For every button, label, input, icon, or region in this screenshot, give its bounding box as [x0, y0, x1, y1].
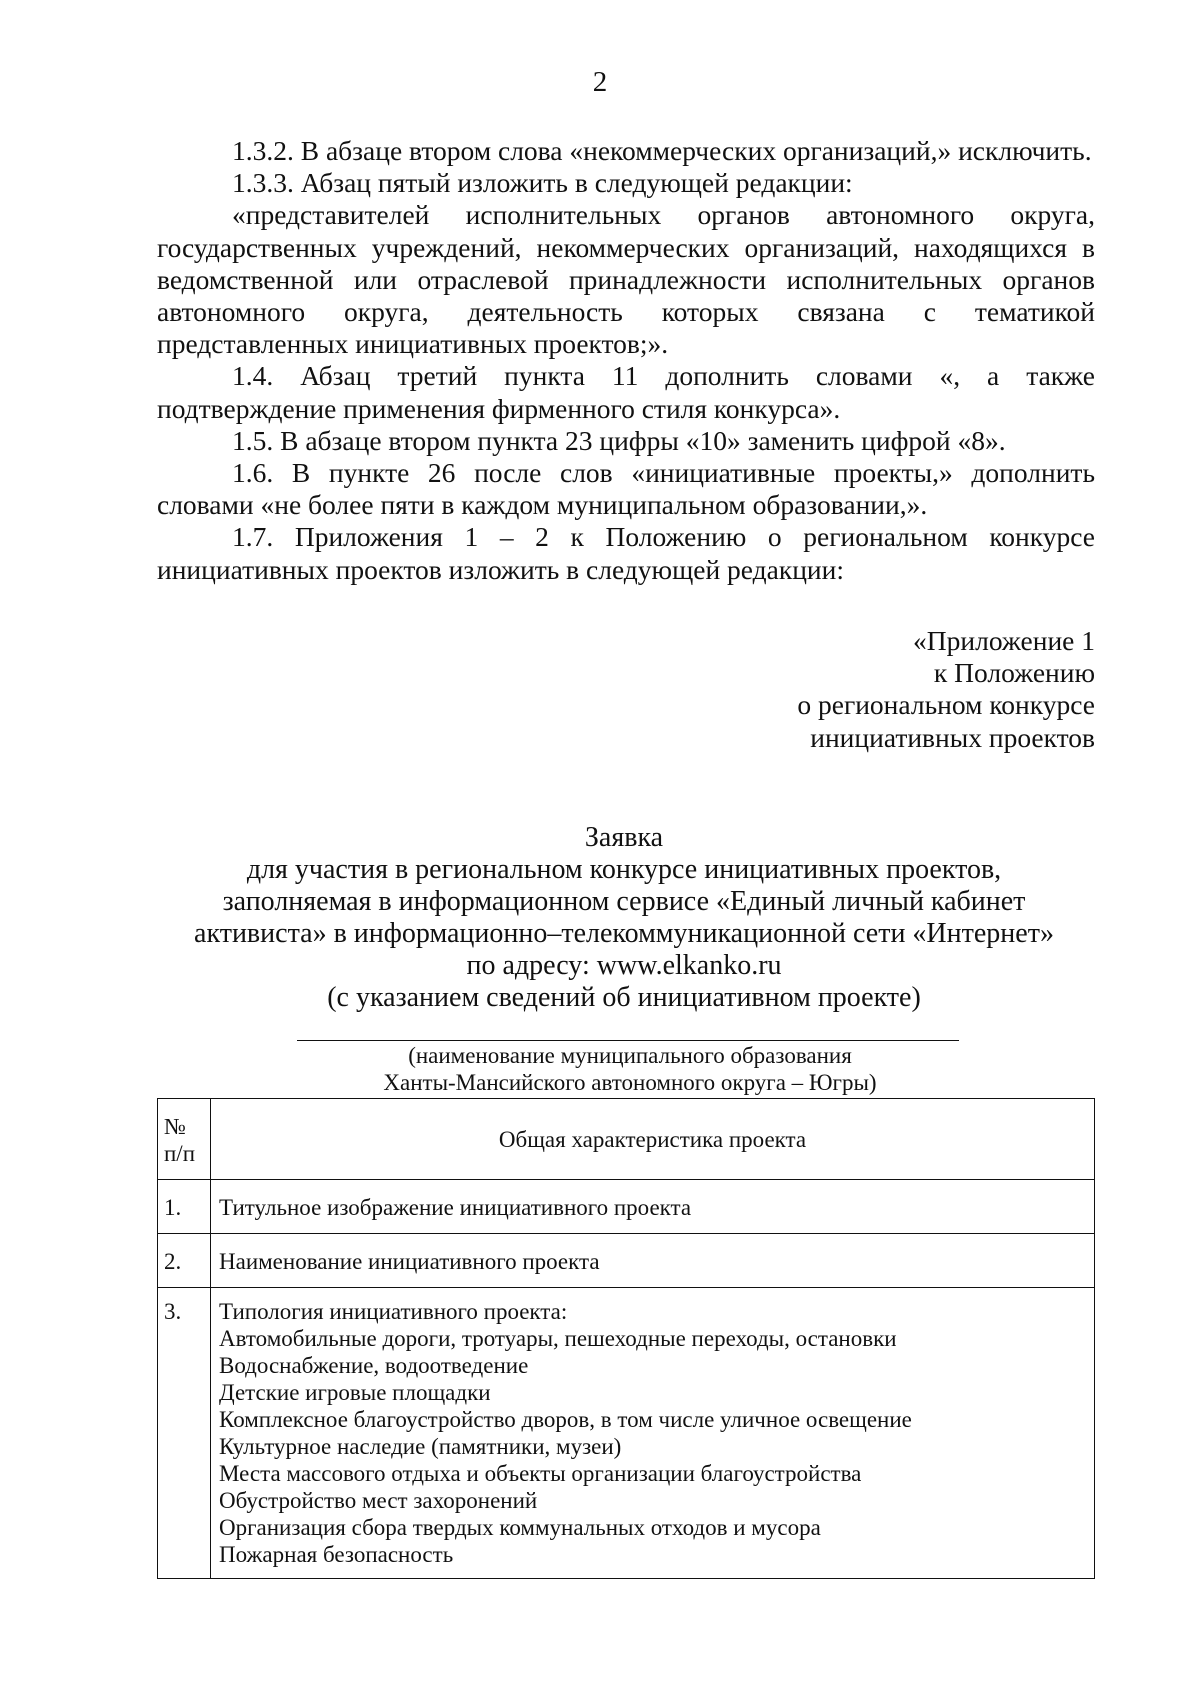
paragraph-1-3-2: 1.3.2. В абзаце втором слова «некоммерческих организаций,» исключить.: [232, 135, 1092, 166]
appendix-line: к Положению: [933, 657, 1095, 689]
row-number: 2.: [158, 1234, 211, 1288]
paragraph-quote: «представителей исполнительных органов автономного округа, государственных учреждений, некоммерческих организаций, находящихся в ведомственной или отраслевой принадлежности исполнительных органов автономного округа, деятельность которых связана с тематикой представленных инициативных проектов;».: [157, 199, 1095, 360]
header-title-cell: Общая характеристика проекта: [211, 1099, 1095, 1180]
header-number-abbr: п/п: [164, 1141, 196, 1166]
project-characteristics-table: [157, 1098, 1095, 1579]
application-subtitle-line: для участия в региональном конкурсе инициативных проектов,: [246, 854, 1002, 885]
table-row: [158, 1234, 1095, 1288]
list-item: Обустройство мест захоронений: [219, 1488, 538, 1513]
paragraph-1-4: 1.4. Абзац третий пункта 11 дополнить словами «, а также подтверждение применения фирменного стиля конкурса».: [157, 360, 1095, 424]
header-number-symbol: №: [164, 1114, 186, 1139]
application-title-block: [150, 822, 1098, 1014]
typology-list: [219, 1325, 1086, 1568]
page-number: 2: [592, 66, 608, 98]
header-number-cell: [158, 1099, 211, 1180]
municipality-caption-line: (наименование муниципального образования: [408, 1043, 852, 1068]
row-number: 1.: [158, 1180, 211, 1234]
paragraph-1-6: 1.6. В пункте 26 после слов «инициативные проекты,» дополнить словами «не более пяти в каждом муниципальном образовании,».: [157, 457, 1095, 521]
list-item: Организация сбора твердых коммунальных отходов и мусора: [219, 1515, 821, 1540]
row-text: Титульное изображение инициативного проекта: [211, 1180, 1095, 1234]
appendix-line: «Приложение 1: [913, 625, 1095, 656]
appendix-line: о региональном конкурсе: [797, 689, 1095, 721]
typology-heading: Типология инициативного проекта:: [219, 1299, 568, 1324]
table-row: [158, 1180, 1095, 1234]
amendments-text: [157, 135, 1095, 586]
table-row: [158, 1288, 1095, 1579]
row-number: 3.: [158, 1288, 211, 1579]
list-item: Водоснабжение, водоотведение: [219, 1353, 529, 1378]
municipality-fill-line: [297, 1040, 959, 1041]
application-subtitle-line: заполняемая в информационном сервисе «Единый личный кабинет: [222, 886, 1026, 917]
application-subtitle-line: по адресу: www.elkanko.ru: [466, 950, 782, 981]
list-item: Пожарная безопасность: [219, 1542, 454, 1567]
list-item: Места массового отдыха и объекты организации благоустройства: [219, 1461, 862, 1486]
municipality-caption-line: Ханты-Мансийского автономного округа – Югры): [383, 1070, 877, 1095]
list-item: Автомобильные дороги, тротуары, пешеходные переходы, остановки: [219, 1326, 897, 1351]
list-item: Детские игровые площадки: [219, 1380, 491, 1405]
row-text: Наименование инициативного проекта: [211, 1234, 1095, 1288]
table-header-row: [158, 1099, 1095, 1180]
typology-cell: [211, 1288, 1095, 1579]
list-item: Комплексное благоустройство дворов, в том числе уличное освещение: [219, 1407, 912, 1432]
paragraph-1-7: 1.7. Приложения 1 – 2 к Положению о региональном конкурсе инициативных проектов изложить в следующей редакции:: [157, 521, 1095, 585]
municipality-caption: [250, 1042, 1010, 1096]
list-item: Культурное наследие (памятники, музеи): [219, 1434, 622, 1459]
application-subtitle-line: (с указанием сведений об инициативном проекте): [327, 982, 921, 1013]
paragraph-1-3-3: 1.3.3. Абзац пятый изложить в следующей редакции:: [232, 167, 853, 199]
application-subtitle-line: активиста» в информационно–телекоммуникационной сети «Интернет»: [194, 918, 1054, 949]
paragraph-1-5: 1.5. В абзаце втором пункта 23 цифры «10» заменить цифрой «8».: [232, 424, 1006, 456]
application-title: Заявка: [584, 822, 664, 853]
appendix-line: инициативных проектов: [810, 721, 1095, 753]
appendix-reference: [700, 625, 1095, 754]
